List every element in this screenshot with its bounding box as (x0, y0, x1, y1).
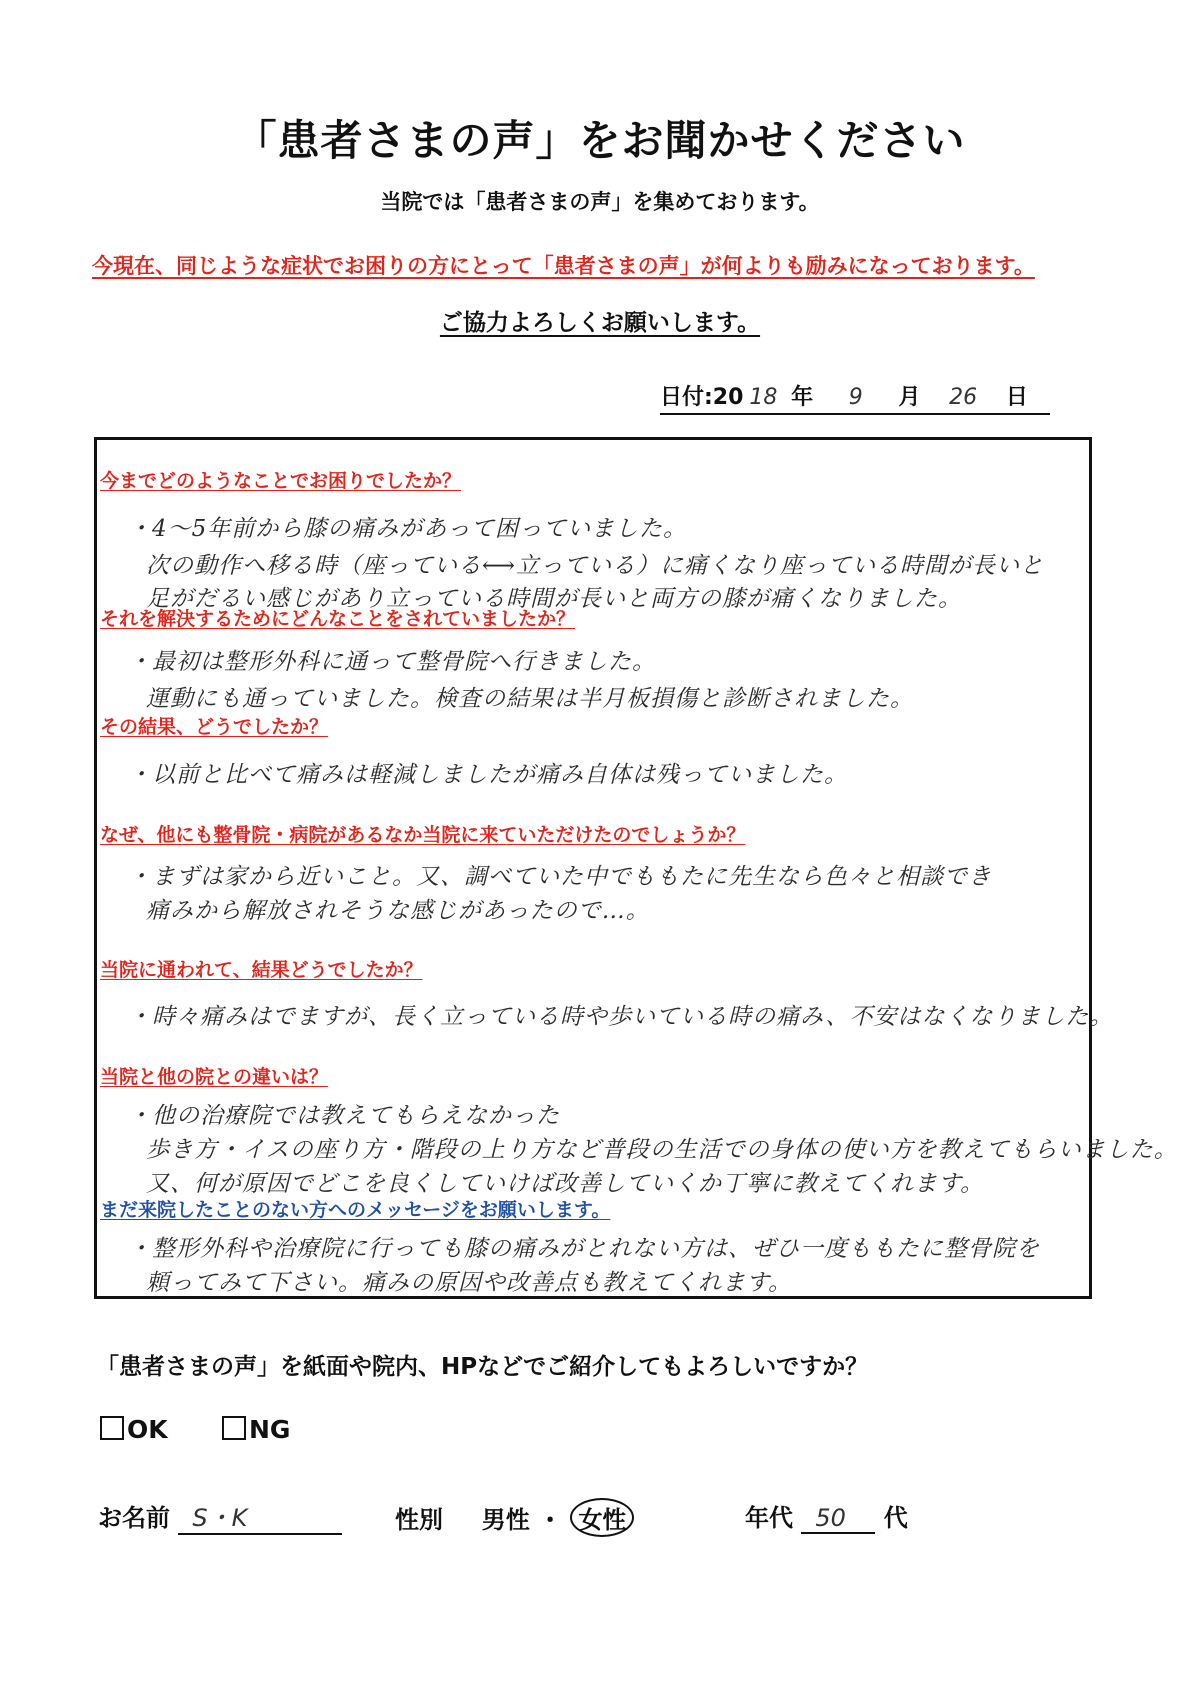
question-2: それを解決するためにどんなことをされていましたか？ (100, 608, 576, 630)
consent-question: 「患者さまの声」を紙面や院内、HPなどでご紹介してもよろしいですか？ (96, 1354, 869, 1380)
gender-male[interactable]: 男性 (481, 1506, 530, 1534)
answer-4-line-1: ・まずは家から近いこと。又、調べていた中でももたに先生なら色々と相談でき (128, 864, 992, 890)
answer-1-line-3: 足がだるい感じがあり立っている時間が長いと両方の膝が痛くなりました。 (146, 586, 962, 612)
answer-2-line-1: ・最初は整形外科に通って整骨院へ行きました。 (128, 649, 656, 675)
answer-1-line-2: 次の動作へ移る時（座っている⟷立っている）に痛くなり座っている時間が長いと (146, 553, 1044, 579)
gender-label: 性別 (395, 1506, 443, 1534)
age-value[interactable]: 50 (801, 1504, 875, 1534)
answer-1-line-1: ・4〜5年前から膝の痛みがあって困っていました。 (128, 516, 688, 542)
answer-6-line-2: 歩き方・イスの座り方・階段の上り方など普段の生活での身体の使い方を教えてもらいました。 (146, 1137, 1178, 1163)
answer-6-line-3: 又、何が原因でどこを良くしていけば改善していくか丁寧に教えてくれます。 (146, 1171, 985, 1197)
age-unit: 代 (883, 1504, 908, 1532)
answer-3-line-1: ・以前と比べて痛みは軽減しましたが痛み自体は残っていました。 (128, 762, 848, 788)
cooperation-request: ご協力よろしくお願いします。 (439, 310, 761, 336)
date-year: 18 (749, 385, 778, 410)
question-3: その結果、どうでしたか？ (100, 716, 329, 738)
answer-2-line-2: 運動にも通っていました。検査の結果は半月板損傷と診断されました。 (146, 686, 914, 712)
answer-5-line-1: ・時々痛みはでますが、長く立っている時や歩いている時の痛み、不安はなくなりました。 (128, 1004, 1114, 1030)
date-month-unit: 月 (898, 385, 921, 410)
date-day-unit: 日 (1005, 385, 1028, 410)
question-5: 当院に通われて、結果どうでしたか？ (100, 959, 423, 981)
gender-female-selected[interactable]: 女性 (570, 1498, 634, 1537)
ng-label: NG (249, 1415, 291, 1444)
date-label: 日付:20 (660, 385, 744, 410)
ok-label: OK (127, 1415, 168, 1444)
consent-ng-option[interactable] (222, 1415, 290, 1444)
gender-separator: ・ (538, 1506, 563, 1534)
question-6: 当院と他の院との違いは？ (100, 1066, 329, 1088)
age-field (745, 1498, 908, 1534)
age-label: 年代 (745, 1504, 793, 1532)
date-month: 9 (848, 385, 863, 410)
ng-checkbox[interactable] (222, 1416, 246, 1440)
answer-6-line-1: ・他の治療院では教えてもらえなかった (128, 1103, 560, 1129)
answer-7-line-1: ・整形外科や治療院に行っても膝の痛みがとれない方は、ぜひ一度ももたに整骨院を (128, 1236, 1040, 1262)
consent-ok-option[interactable] (100, 1415, 168, 1444)
answer-4-line-2: 痛みから解放されそうな感じがあったので…。 (146, 898, 650, 924)
page-subtitle: 当院では「患者さまの声」を集めております。 (380, 190, 820, 214)
ok-checkbox[interactable] (100, 1416, 124, 1440)
question-7: まだ来院したことのない方へのメッセージをお願いします。 (100, 1199, 611, 1221)
date-field (660, 380, 1050, 415)
question-4: なぜ、他にも整骨院・病院があるなか当院に来ていただけたのでしょうか？ (100, 824, 746, 846)
answer-7-line-2: 頼ってみて下さい。痛みの原因や改善点も教えてくれます。 (146, 1270, 793, 1296)
date-year-unit: 年 (791, 385, 814, 410)
question-1: 今までどのようなことでお困りでしたか？ (100, 470, 462, 492)
encouragement-note: 今現在、同じような症状でお困りの方にとって「患者さまの声」が何よりも励みになっております。 (92, 254, 1035, 278)
page-title: 「患者さまの声」をお聞かせください (234, 116, 966, 165)
name-field (98, 1498, 342, 1535)
name-label: お名前 (98, 1504, 170, 1532)
gender-field (395, 1498, 634, 1537)
name-value[interactable]: S・K (178, 1498, 342, 1535)
date-day: 26 (949, 385, 978, 410)
